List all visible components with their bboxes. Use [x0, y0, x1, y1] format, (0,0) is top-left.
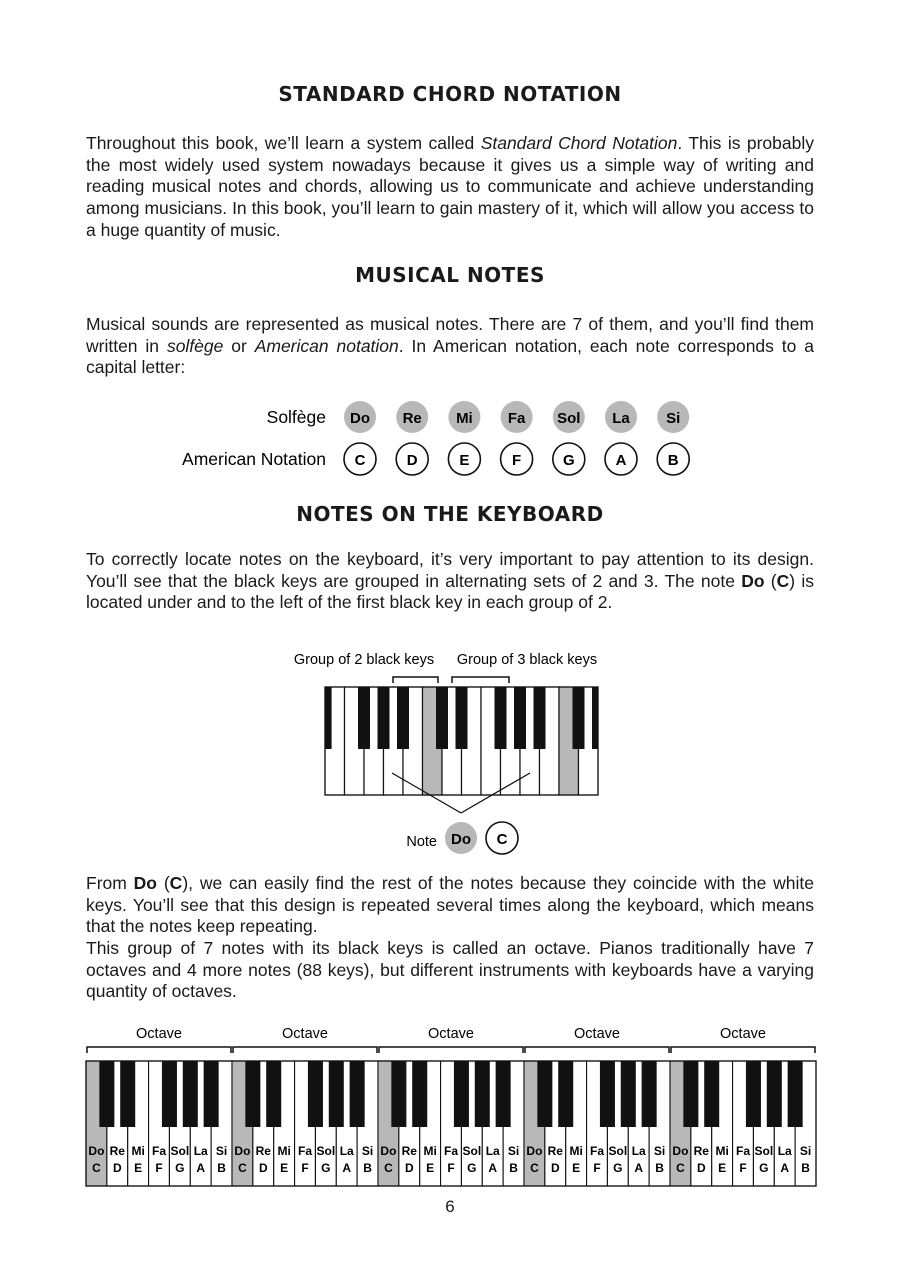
black-key: [767, 1061, 782, 1127]
key-american-label: A: [488, 1161, 498, 1175]
key-american-label: E: [426, 1161, 435, 1175]
key-solfege-label: Do: [88, 1144, 105, 1158]
black-key: [350, 1061, 365, 1127]
american-note-label: E: [459, 452, 470, 469]
section-title-musical-notes: MUSICAL NOTES: [355, 263, 545, 287]
key-solfege-label: Si: [215, 1144, 228, 1158]
keyboard-diagram: [0, 640, 900, 865]
key-american-label: E: [572, 1161, 581, 1175]
key-solfege-label: Mi: [131, 1144, 145, 1158]
key-solfege-label: Do: [380, 1144, 397, 1158]
key-solfege-label: La: [631, 1144, 646, 1158]
key-solfege-label: Re: [255, 1144, 271, 1158]
key-american-label: F: [301, 1161, 309, 1175]
paragraph-chord-notation: Throughout this book, we’ll learn a system called Standard Chord Notation. This is probably the most widely used system nowadays because it gives us a simple way of writing and reading musical notes and chords, allowing us to communicate and achieve understanding among musicians. In this book, you’ll learn to gain mastery of it, which will allow you access to a huge quantity of music.: [86, 133, 815, 240]
black-key: [496, 1061, 511, 1127]
solfege-row-label: Solfège: [266, 407, 326, 427]
key-american-label: E: [718, 1161, 727, 1175]
black-key: [266, 1061, 281, 1127]
key-solfege-label: Fa: [151, 1144, 167, 1158]
key-solfege-label: Do: [672, 1144, 689, 1158]
key-american-label: F: [593, 1161, 601, 1175]
key-american-label: D: [404, 1161, 414, 1175]
american-note-label: C: [354, 452, 366, 469]
group-of-3-bracket: [452, 677, 509, 683]
american-note-label: D: [406, 452, 418, 469]
key-solfege-label: Fa: [443, 1144, 459, 1158]
key-american-label: E: [134, 1161, 143, 1175]
american-note-label: A: [615, 452, 627, 469]
black-key: [162, 1061, 177, 1127]
key-american-label: D: [112, 1161, 122, 1175]
octave-bracket: [525, 1047, 669, 1053]
key-solfege-label: Sol: [754, 1144, 774, 1158]
key-american-label: D: [258, 1161, 268, 1175]
solfege-note-label: Re: [402, 410, 422, 427]
black-key: [120, 1061, 135, 1127]
key-american-label: G: [759, 1161, 769, 1175]
key-american-label: A: [342, 1161, 352, 1175]
solfege-note-label: Fa: [507, 410, 526, 427]
key-solfege-label: Sol: [170, 1144, 190, 1158]
key-american-label: F: [739, 1161, 747, 1175]
black-key: [621, 1061, 636, 1127]
black-key: [514, 687, 526, 749]
key-american-label: G: [613, 1161, 623, 1175]
paragraph-musical-notes: Musical sounds are represented as musical notes. There are 7 of them, and you’ll find them written in solfège or American notation. In American notation, each note corresponds to a capital letter:: [86, 314, 815, 378]
key-solfege-label: Fa: [589, 1144, 605, 1158]
key-solfege-label: Mi: [569, 1144, 583, 1158]
key-solfege-label: Mi: [715, 1144, 729, 1158]
black-key: [642, 1061, 657, 1127]
octave-bracket: [87, 1047, 231, 1053]
paragraph-octave-1: From Do (C), we can easily find the rest of the notes because they coincide with the white keys. You’ll see that this design is repeated several times along the keyboard, which means that the notes keep repeating.: [86, 873, 814, 937]
key-american-label: C: [92, 1161, 101, 1175]
black-key: [358, 687, 370, 749]
black-key: [397, 687, 409, 749]
key-american-label: E: [280, 1161, 289, 1175]
solfege-note-label: Si: [666, 410, 681, 427]
black-key: [573, 687, 585, 749]
solfege-note-label: Sol: [557, 410, 581, 427]
key-solfege-label: Do: [526, 1144, 543, 1158]
key-american-label: G: [175, 1161, 185, 1175]
key-solfege-label: Mi: [423, 1144, 437, 1158]
black-key: [308, 1061, 323, 1127]
black-key: [204, 1061, 219, 1127]
black-key: [412, 1061, 427, 1127]
key-solfege-label: Mi: [277, 1144, 291, 1158]
solfege-note-label: La: [612, 410, 630, 427]
black-key: [788, 1061, 803, 1127]
black-key: [183, 1061, 198, 1127]
section-title-chord-notation: STANDARD CHORD NOTATION: [278, 82, 622, 106]
black-key: [436, 687, 448, 749]
key-american-label: D: [550, 1161, 560, 1175]
black-key: [454, 1061, 469, 1127]
key-solfege-label: Si: [361, 1144, 374, 1158]
key-american-label: C: [676, 1161, 685, 1175]
key-american-label: C: [530, 1161, 539, 1175]
paragraph-keyboard-notes: To correctly locate notes on the keyboard, it’s very important to pay attention to its design. You’ll see that the black keys are grouped in alternating sets of 2 and 3. The note Do (C) is located under and to the left of the first black key in each group of 2.: [86, 549, 814, 613]
black-key: [746, 1061, 761, 1127]
key-american-label: D: [696, 1161, 706, 1175]
section-title-keyboard-notes: NOTES ON THE KEYBOARD: [296, 502, 604, 526]
american-note-label: G: [562, 452, 575, 469]
black-key: [592, 687, 598, 749]
black-key: [475, 1061, 490, 1127]
key-solfege-label: La: [193, 1144, 208, 1158]
notes-table: [0, 390, 900, 485]
key-solfege-label: Re: [693, 1144, 709, 1158]
octave-keyboard-diagram: [0, 1020, 900, 1190]
key-american-label: F: [155, 1161, 163, 1175]
octave-label: Octave: [574, 1026, 620, 1042]
key-solfege-label: La: [485, 1144, 500, 1158]
note-c-text: C: [496, 831, 508, 848]
key-solfege-label: Sol: [608, 1144, 628, 1158]
key-american-label: G: [467, 1161, 477, 1175]
key-solfege-label: Sol: [462, 1144, 482, 1158]
octave-label: Octave: [136, 1026, 182, 1042]
key-american-label: B: [655, 1161, 664, 1175]
american-row-label: American Notation: [182, 449, 326, 469]
key-american-label: B: [217, 1161, 226, 1175]
black-key: [378, 687, 390, 749]
key-american-label: A: [634, 1161, 644, 1175]
black-key: [558, 1061, 573, 1127]
octave-bracket: [379, 1047, 523, 1053]
octave-bracket: [671, 1047, 815, 1053]
black-key: [537, 1061, 552, 1127]
key-solfege-label: La: [339, 1144, 354, 1158]
key-american-label: A: [780, 1161, 790, 1175]
group-of-2-label: Group of 2 black keys: [293, 652, 435, 668]
american-note-label: B: [667, 452, 679, 469]
black-key: [456, 687, 468, 749]
black-key: [325, 687, 332, 749]
octave-label: Octave: [428, 1026, 474, 1042]
key-american-label: B: [509, 1161, 518, 1175]
black-key: [391, 1061, 406, 1127]
key-solfege-label: Si: [799, 1144, 812, 1158]
key-solfege-label: Sol: [316, 1144, 336, 1158]
key-solfege-label: Si: [507, 1144, 520, 1158]
octave-label: Octave: [720, 1026, 766, 1042]
black-key: [534, 687, 546, 749]
black-key: [495, 687, 507, 749]
black-key: [245, 1061, 260, 1127]
key-american-label: B: [363, 1161, 372, 1175]
black-key: [600, 1061, 615, 1127]
key-solfege-label: Re: [547, 1144, 563, 1158]
key-solfege-label: Re: [401, 1144, 417, 1158]
solfege-note-label: Do: [350, 410, 370, 427]
key-solfege-label: Fa: [735, 1144, 751, 1158]
black-key: [704, 1061, 719, 1127]
page-number: 6: [445, 1197, 455, 1216]
note-label: Note: [406, 834, 437, 850]
key-solfege-label: Do: [234, 1144, 251, 1158]
key-american-label: C: [384, 1161, 393, 1175]
key-american-label: B: [801, 1161, 810, 1175]
black-key: [329, 1061, 344, 1127]
key-solfege-label: La: [777, 1144, 792, 1158]
key-american-label: F: [447, 1161, 455, 1175]
american-note-label: F: [512, 452, 522, 469]
octave-bracket: [233, 1047, 377, 1053]
black-key: [99, 1061, 114, 1127]
key-american-label: G: [321, 1161, 331, 1175]
key-american-label: A: [196, 1161, 206, 1175]
group-of-3-label: Group of 3 black keys: [456, 652, 598, 668]
key-solfege-label: Fa: [297, 1144, 313, 1158]
solfege-note-label: Mi: [456, 410, 473, 427]
octave-label: Octave: [282, 1026, 328, 1042]
note-do-text: Do: [451, 831, 471, 848]
key-american-label: C: [238, 1161, 247, 1175]
key-solfege-label: Re: [109, 1144, 125, 1158]
paragraph-octave-2: This group of 7 notes with its black keys is called an octave. Pianos traditionally have 7 octaves and 4 more notes (88 keys), but different instruments with keyboards have a varying quantity of octaves.: [86, 938, 814, 1002]
key-solfege-label: Si: [653, 1144, 666, 1158]
group-of-2-bracket: [393, 677, 438, 683]
black-key: [683, 1061, 698, 1127]
